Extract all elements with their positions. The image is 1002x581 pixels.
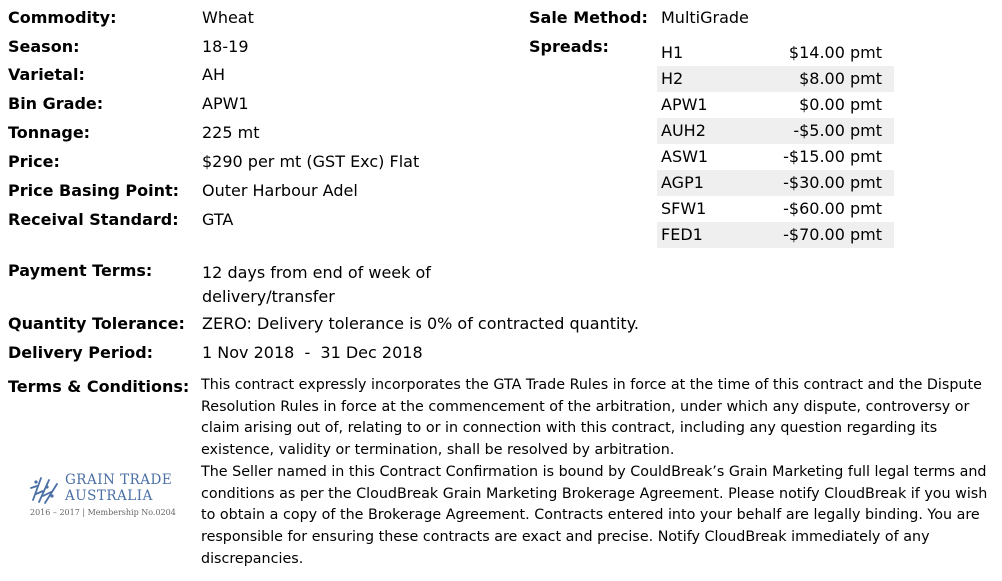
spread-row	[657, 92, 894, 118]
commodity-value: Wheat	[202, 8, 254, 27]
varietal-label: Varietal:	[8, 65, 85, 84]
spread-row	[657, 144, 894, 170]
logo-membership-text: 2016 – 2017 | Membership No.0204	[30, 508, 176, 517]
spread-grade: AGP1	[661, 173, 704, 192]
season-label: Season:	[8, 37, 80, 56]
payment-terms-label: Payment Terms:	[8, 261, 153, 280]
spread-row	[657, 196, 894, 222]
spread-value: -$70.00 pmt	[783, 225, 882, 244]
wheat-logo-icon	[27, 472, 63, 506]
bin-grade-value: APW1	[202, 94, 249, 113]
spread-row	[657, 66, 894, 92]
spread-value: $14.00 pmt	[788, 43, 882, 62]
logo-text-line2: AUSTRALIA	[65, 488, 153, 504]
logo-text-line1: GRAIN TRADE	[65, 472, 173, 488]
quantity-tolerance-label: Quantity Tolerance:	[8, 314, 185, 333]
price-basing-point-label: Price Basing Point:	[8, 181, 180, 200]
receival-standard-value: GTA	[202, 210, 234, 229]
spread-value: -$5.00 pmt	[793, 121, 882, 140]
spread-row	[657, 170, 894, 196]
spread-row	[657, 118, 894, 144]
delivery-period-label: Delivery Period:	[8, 343, 154, 362]
spread-value: $8.00 pmt	[799, 69, 882, 88]
terms-paragraph-2: The Seller named in this Contract Confirmation is bound by CouldBreak’s Grain Marketing full legal terms and conditions as per the CloudBreak Grain Marketing Brokerage Agreement. Please notify CloudBreak if you wish to obtain a copy of the Brokerage Agreement. Contracts entered into your behalf are legally binding. You are responsible for ensuring these contracts are exact and precise. Notify CloudBreak immediately of any discrepancies.	[201, 463, 988, 567]
grain-trade-australia-logo	[27, 472, 187, 520]
tonnage-value: 225 mt	[202, 123, 260, 142]
spread-grade: SFW1	[661, 199, 707, 218]
varietal-value: AH	[202, 65, 225, 84]
spread-value: -$30.00 pmt	[783, 173, 882, 192]
spread-row	[657, 222, 894, 248]
spreads-label: Spreads:	[529, 37, 609, 56]
payment-terms-value: 12 days from end of week of delivery/transfer	[202, 263, 431, 306]
receival-standard-label: Receival Standard:	[8, 210, 179, 229]
commodity-label: Commodity:	[8, 8, 117, 27]
quantity-tolerance-value: ZERO: Delivery tolerance is 0% of contracted quantity.	[202, 314, 639, 333]
spread-row	[657, 40, 894, 66]
price-basing-point-value: Outer Harbour Adel	[202, 181, 358, 200]
sale-method-value: MultiGrade	[661, 8, 749, 27]
terms-conditions-label: Terms & Conditions:	[8, 377, 190, 396]
tonnage-label: Tonnage:	[8, 123, 91, 142]
terms-conditions-text	[201, 375, 996, 570]
price-value: $290 per mt (GST Exc) Flat	[202, 152, 420, 171]
spread-grade: H1	[661, 43, 684, 62]
terms-paragraph-1: This contract expressly incorporates the GTA Trade Rules in force at the time of this contract and the Dispute Resolution Rules in force at the commencement of the arbitration, under which any dispute, controversy or claim arising out of, relating to or in connection with this contract, including any question regarding its existence, validity or termination, shall be resolved by arbitration.	[201, 377, 982, 459]
sale-method-label: Sale Method:	[529, 8, 648, 27]
spread-grade: H2	[661, 69, 684, 88]
bin-grade-label: Bin Grade:	[8, 94, 104, 113]
delivery-period-value: 1 Nov 2018 - 31 Dec 2018	[202, 343, 423, 362]
spread-grade: AUH2	[661, 121, 706, 140]
spread-grade: FED1	[661, 225, 703, 244]
spread-grade: ASW1	[661, 147, 709, 166]
spread-value: -$15.00 pmt	[783, 147, 882, 166]
price-label: Price:	[8, 152, 60, 171]
spread-value: $0.00 pmt	[799, 95, 882, 114]
spread-value: -$60.00 pmt	[783, 199, 882, 218]
spread-grade: APW1	[661, 95, 708, 114]
spreads-table	[657, 40, 894, 248]
season-value: 18-19	[202, 37, 249, 56]
